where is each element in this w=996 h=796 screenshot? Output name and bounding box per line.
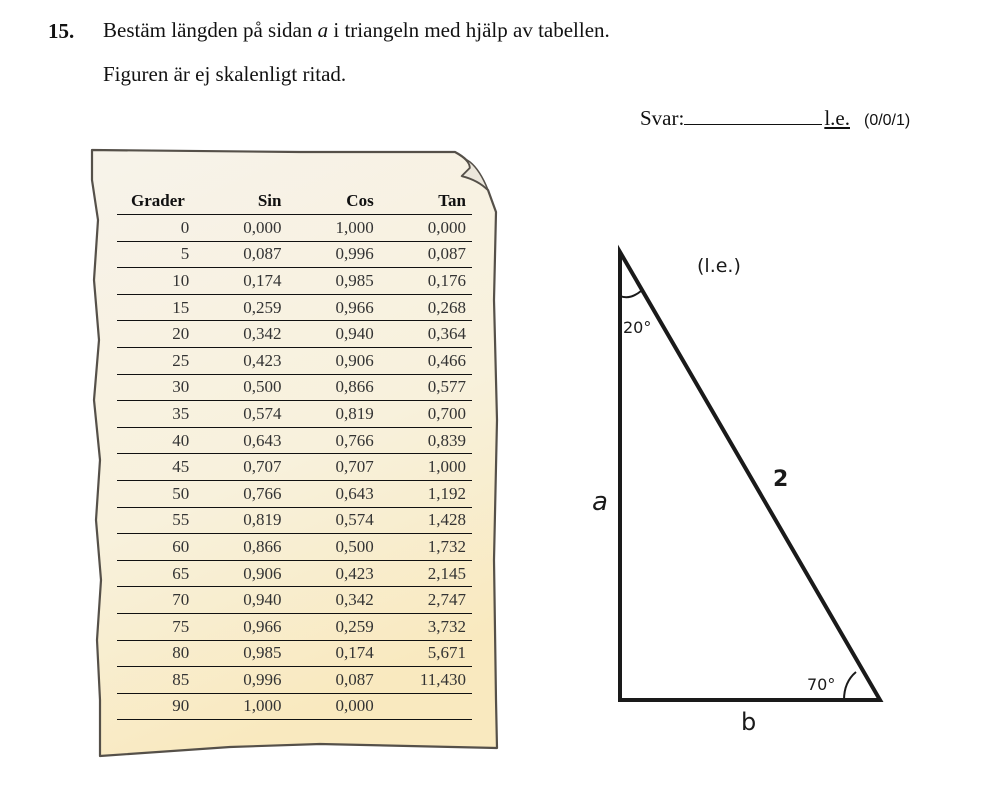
question-text-after: i triangeln med hjälp av tabellen. bbox=[328, 18, 610, 42]
cell-cos: 0,996 bbox=[281, 241, 373, 268]
cell-tan: 1,000 bbox=[374, 454, 472, 481]
header-sin: Sin bbox=[189, 188, 281, 215]
unit-label: (l.e.) bbox=[697, 255, 741, 277]
cell-sin: 0,000 bbox=[189, 215, 281, 242]
question-note: Figuren är ej skalenligt ritad. bbox=[103, 62, 347, 86]
top-angle-arc bbox=[620, 291, 641, 297]
cell-sin: 0,342 bbox=[189, 321, 281, 348]
cell-tan: 0,176 bbox=[374, 268, 472, 295]
cell-cos: 0,966 bbox=[281, 294, 373, 321]
cell-degrees: 80 bbox=[117, 640, 189, 667]
bottom-angle-label: 70° bbox=[807, 675, 836, 694]
cell-degrees: 20 bbox=[117, 321, 189, 348]
cell-tan: 0,466 bbox=[374, 347, 472, 374]
cell-tan: 11,430 bbox=[374, 667, 472, 694]
cell-tan: 0,700 bbox=[374, 401, 472, 428]
cell-cos: 0,940 bbox=[281, 321, 373, 348]
cell-sin: 0,423 bbox=[189, 347, 281, 374]
cell-cos: 0,259 bbox=[281, 613, 373, 640]
cell-cos: 1,000 bbox=[281, 215, 373, 242]
question-number: 15. bbox=[48, 19, 75, 43]
cell-sin: 0,819 bbox=[189, 507, 281, 534]
cell-tan: 1,192 bbox=[374, 480, 472, 507]
cell-cos: 0,423 bbox=[281, 560, 373, 587]
cell-tan: 1,732 bbox=[374, 534, 472, 561]
cell-sin: 0,906 bbox=[189, 560, 281, 587]
cell-sin: 0,087 bbox=[189, 241, 281, 268]
cell-cos: 0,500 bbox=[281, 534, 373, 561]
side-b-label: b bbox=[741, 708, 757, 736]
cell-degrees: 65 bbox=[117, 560, 189, 587]
cell-tan: 0,839 bbox=[374, 427, 472, 454]
cell-degrees: 60 bbox=[117, 534, 189, 561]
cell-tan: 1,428 bbox=[374, 507, 472, 534]
cell-cos: 0,866 bbox=[281, 374, 373, 401]
cell-sin: 0,866 bbox=[189, 534, 281, 561]
cell-degrees: 90 bbox=[117, 693, 189, 720]
cell-cos: 0,906 bbox=[281, 347, 373, 374]
cell-sin: 0,940 bbox=[189, 587, 281, 614]
cell-sin: 0,259 bbox=[189, 294, 281, 321]
cell-tan: 0,364 bbox=[374, 321, 472, 348]
cell-sin: 0,500 bbox=[189, 374, 281, 401]
cell-cos: 0,819 bbox=[281, 401, 373, 428]
cell-degrees: 35 bbox=[117, 401, 189, 428]
cell-degrees: 45 bbox=[117, 454, 189, 481]
cell-tan: 0,268 bbox=[374, 294, 472, 321]
cell-tan: 0,577 bbox=[374, 374, 472, 401]
cell-degrees: 15 bbox=[117, 294, 189, 321]
cell-cos: 0,985 bbox=[281, 268, 373, 295]
side-a-label: a bbox=[592, 487, 608, 517]
answer-points: (0/0/1) bbox=[863, 112, 911, 129]
cell-degrees: 5 bbox=[117, 241, 189, 268]
cell-degrees: 75 bbox=[117, 613, 189, 640]
bottom-angle-arc bbox=[844, 672, 856, 700]
cell-tan: 5,671 bbox=[374, 640, 472, 667]
cell-tan: 2,747 bbox=[374, 587, 472, 614]
cell-degrees: 40 bbox=[117, 427, 189, 454]
cell-sin: 1,000 bbox=[189, 693, 281, 720]
cell-degrees: 55 bbox=[117, 507, 189, 534]
cell-tan: 0,087 bbox=[374, 241, 472, 268]
cell-cos: 0,000 bbox=[281, 693, 373, 720]
header-cos: Cos bbox=[281, 188, 373, 215]
header-grader: Grader bbox=[117, 188, 189, 215]
cell-cos: 0,342 bbox=[281, 587, 373, 614]
cell-degrees: 85 bbox=[117, 667, 189, 694]
cell-tan: 2,145 bbox=[374, 560, 472, 587]
cell-tan: 3,732 bbox=[374, 613, 472, 640]
cell-sin: 0,766 bbox=[189, 480, 281, 507]
question-variable: a bbox=[317, 18, 329, 42]
cell-sin: 0,643 bbox=[189, 427, 281, 454]
cell-sin: 0,174 bbox=[189, 268, 281, 295]
cell-cos: 0,707 bbox=[281, 454, 373, 481]
cell-degrees: 10 bbox=[117, 268, 189, 295]
question-text-before: Bestäm längden på sidan bbox=[103, 18, 318, 42]
cell-degrees: 30 bbox=[117, 374, 189, 401]
cell-degrees: 70 bbox=[117, 587, 189, 614]
cell-cos: 0,174 bbox=[281, 640, 373, 667]
answer-unit: l.e. bbox=[824, 106, 850, 130]
cell-degrees: 25 bbox=[117, 347, 189, 374]
cell-sin: 0,996 bbox=[189, 667, 281, 694]
cell-degrees: 50 bbox=[117, 480, 189, 507]
cell-cos: 0,766 bbox=[281, 427, 373, 454]
cell-cos: 0,574 bbox=[281, 507, 373, 534]
answer-label: Svar: bbox=[640, 106, 685, 130]
top-angle-label: 20° bbox=[623, 318, 652, 337]
header-tan: Tan bbox=[374, 188, 472, 215]
cell-cos: 0,643 bbox=[281, 480, 373, 507]
hypotenuse-label: 2 bbox=[773, 467, 789, 492]
cell-degrees: 0 bbox=[117, 215, 189, 242]
cell-sin: 0,574 bbox=[189, 401, 281, 428]
cell-sin: 0,985 bbox=[189, 640, 281, 667]
cell-cos: 0,087 bbox=[281, 667, 373, 694]
cell-sin: 0,966 bbox=[189, 613, 281, 640]
triangle-outline bbox=[620, 252, 880, 700]
cell-tan: 0,000 bbox=[374, 215, 472, 242]
cell-sin: 0,707 bbox=[189, 454, 281, 481]
